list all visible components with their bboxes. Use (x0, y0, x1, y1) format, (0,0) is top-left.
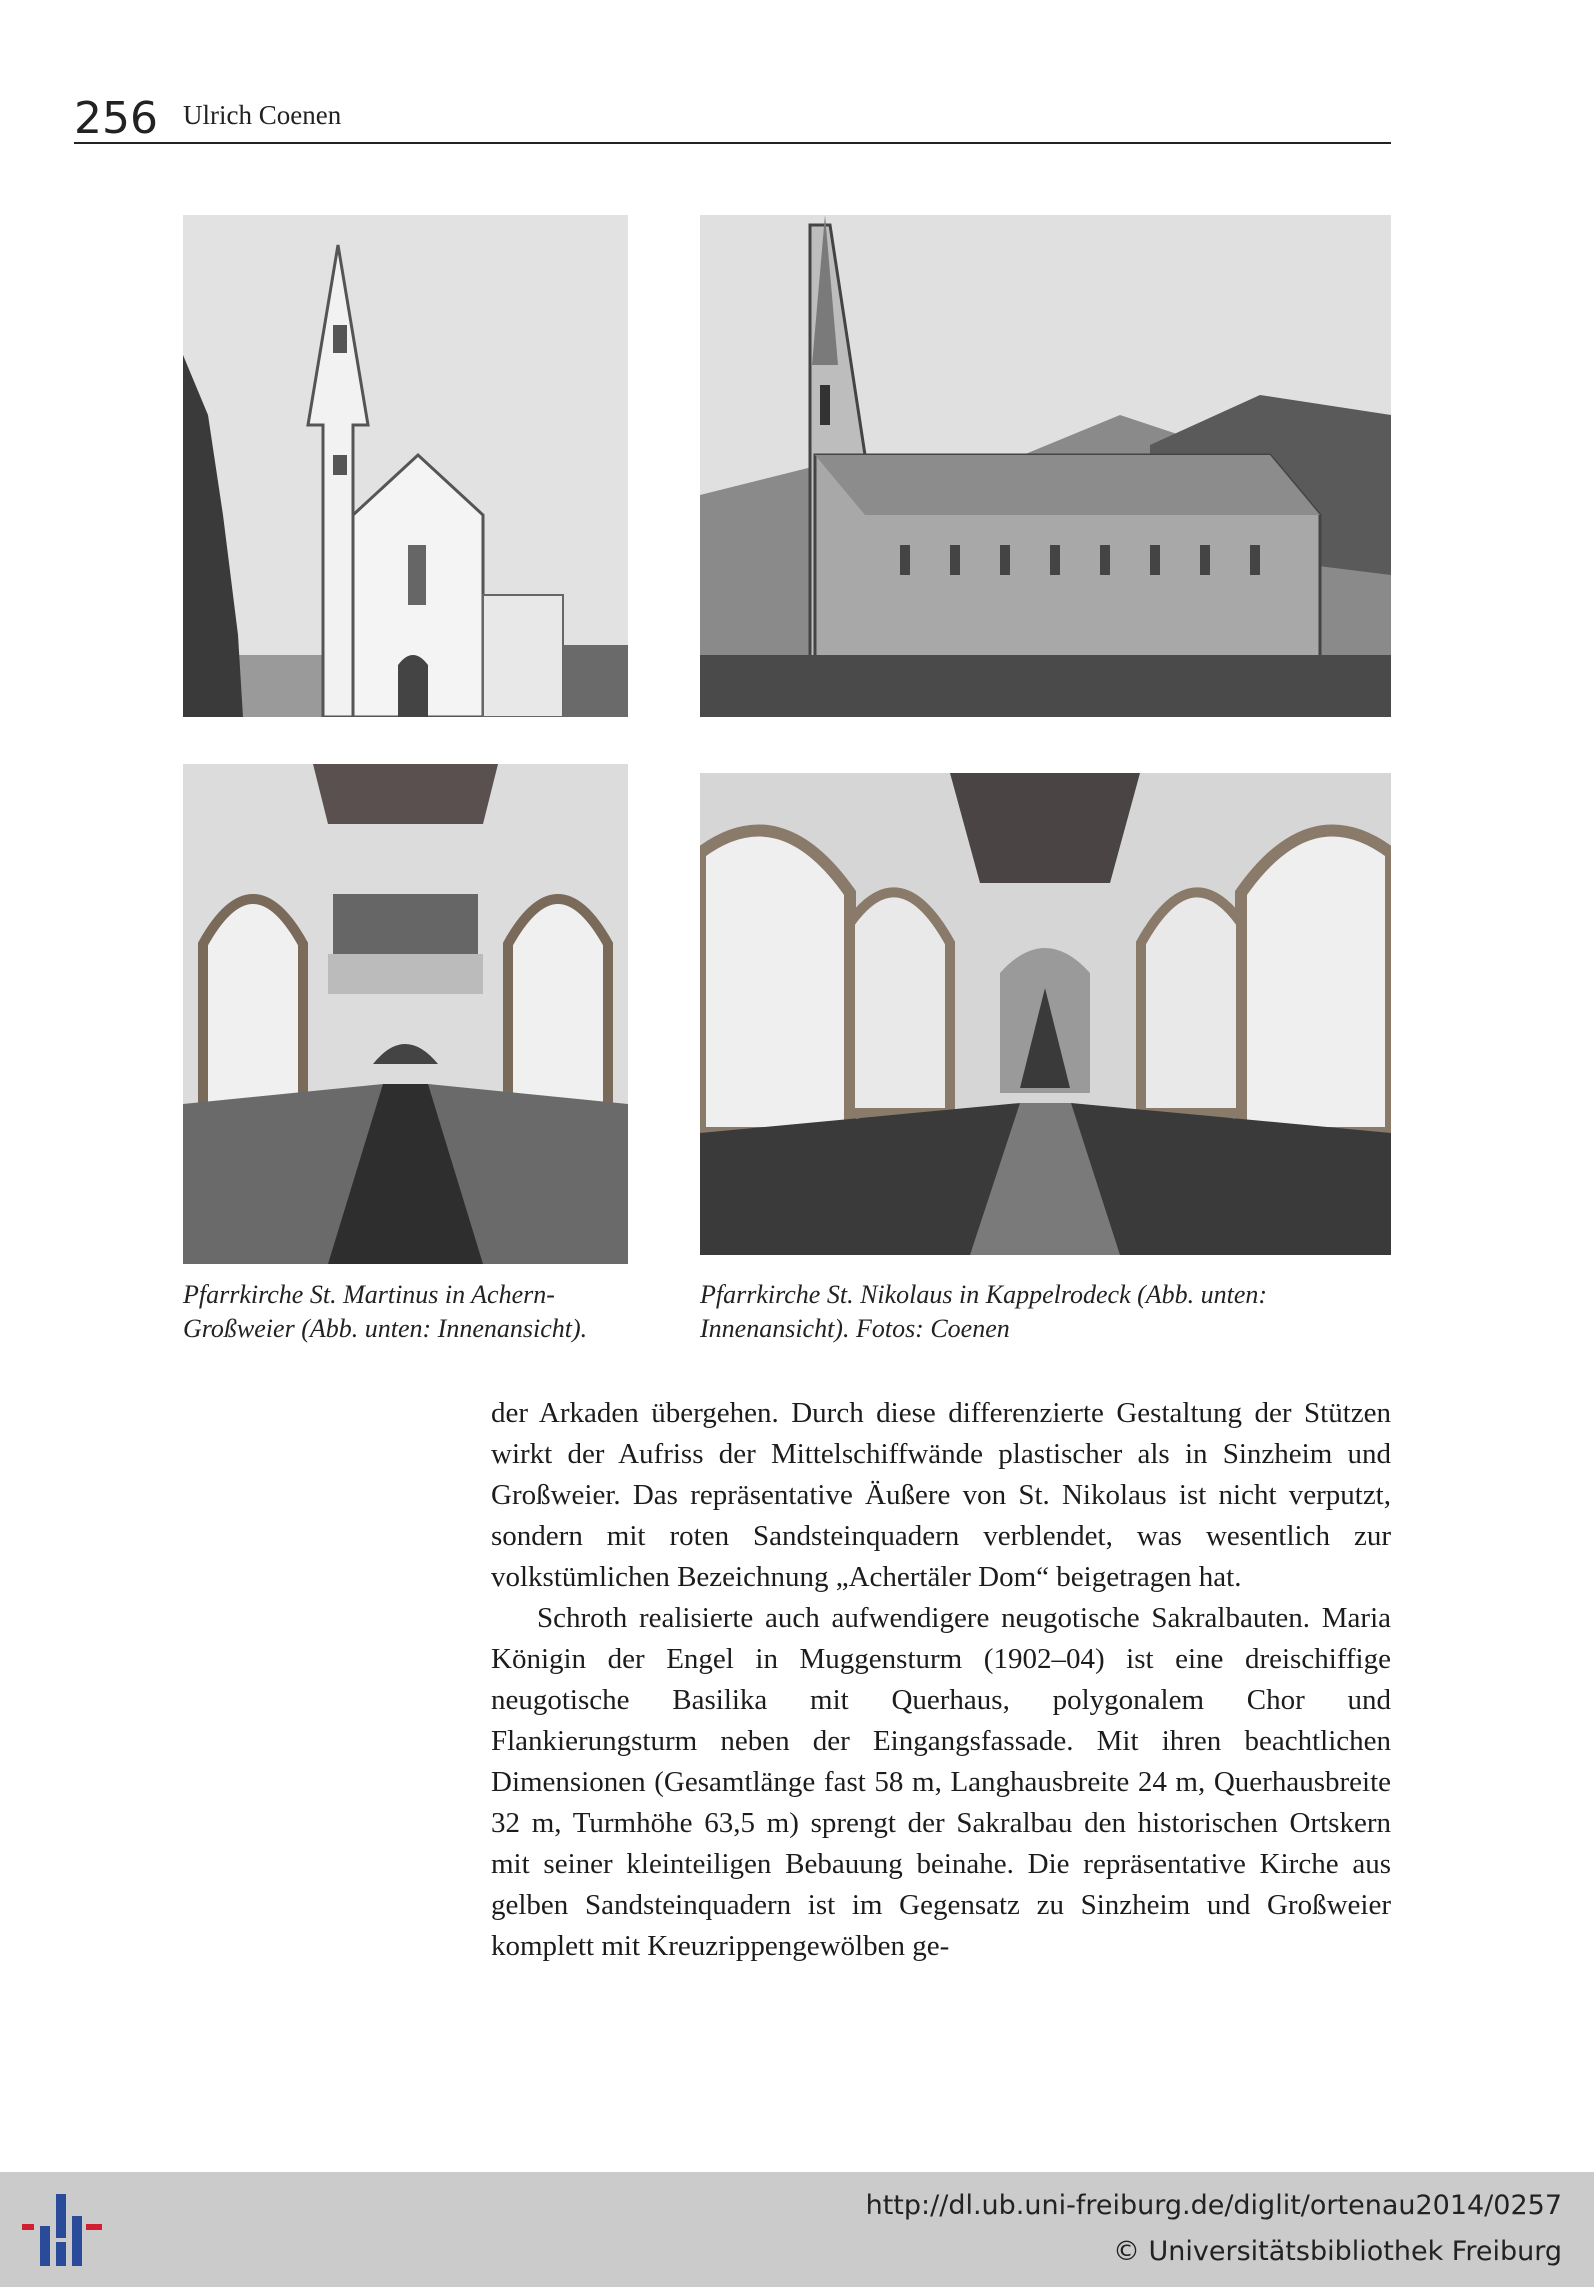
paragraph: Schroth realisierte auch aufwendigere neugotische Sakralbauten. Maria Königin der Engel in Muggensturm (1902–04) ist eine dreischiffige neugotische Basilika mit Querhaus, polygonalem Chor und Flankierungsturm neben der Eingangsfassade. Mit ihren beachtlichen Dimensionen (Gesamtlänge fast 58 m, Langhausbreite 24 m, Querhausbreite 32 m, Turmhöhe 63,5 m) sprengt der Sakralbau den historischen Ortskern mit seiner kleinteiligen Bebauung beinahe. Die repräsentative Kirche aus gelben Sandsteinquadern ist im Gegensatz zu Sinzheim und Großweier komplett mit Kreuzrippengewölben ge- (491, 1602, 1391, 1962)
church-interior-icon (700, 773, 1391, 1255)
church-exterior-icon (700, 215, 1391, 717)
photo-st-nikolaus-interior (700, 773, 1391, 1255)
church-exterior-icon (183, 215, 628, 717)
church-interior-icon (183, 764, 628, 1264)
running-head-author: Ulrich Coenen (183, 100, 342, 130)
footer-copyright: © Universitätsbibliothek Freiburg (1112, 2236, 1562, 2267)
footer-url-link[interactable]: http://dl.ub.uni-freiburg.de/diglit/ortenau2014/0257 (865, 2190, 1562, 2221)
paragraph: der Arkaden übergehen. Durch diese differenzierte Gestaltung der Stützen wirkt der Aufriss der Mittelschiffwände plastischer als in Sinzheim und Großweier. Das repräsentative Äußere von St. Nikolaus ist nicht verputzt, sondern mit roten Sandsteinquadern verblendet, was wesentlich zur volkstümlichen Bezeichnung „Achertäler Dom“ beigetragen hat. (491, 1397, 1391, 1593)
photo-st-martinus-interior (183, 764, 628, 1264)
running-header (74, 93, 1391, 144)
caption-st-nikolaus: Pfarrkirche St. Nikolaus in Kappelrodeck (Abb. unten: Innenansicht). Fotos: Coenen (700, 1280, 1268, 1343)
caption-st-martinus: Pfarrkirche St. Martinus in Achern-Großweier (Abb. unten: Innenansicht). (183, 1280, 588, 1343)
photo-st-nikolaus-exterior (700, 215, 1391, 717)
photo-st-martinus-exterior (183, 215, 628, 717)
page-number: 256 (74, 93, 158, 144)
footer-band (0, 2172, 1594, 2287)
body-text (491, 1393, 1391, 1967)
ub-freiburg-logo-icon (22, 2194, 102, 2266)
